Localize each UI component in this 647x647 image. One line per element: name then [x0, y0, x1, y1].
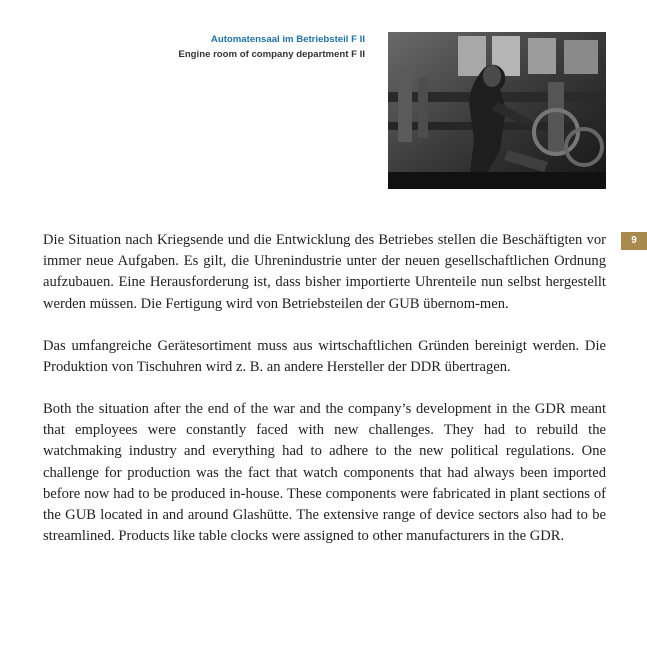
page-number-tab: 9	[621, 232, 647, 250]
caption-german: Automatensaal im Betriebsteil F II	[210, 34, 365, 45]
factory-photo	[388, 32, 606, 189]
english-paragraph-1: Both the situation after the end of the war and the company’s development in the GDR meant that employees were constantly faced with new challenges. They had to rebuild the watchmaking industry and everything had to adhere to the new political regulations. One challenge for production was the fact that watch components that had always been imported before now had to be produced in-house. These components were fabricated in plant sections of the GUB located in and around Glashütte. The extensive range of device sectors also had to be streamlined. Products like table clocks were assigned to other manufacturers in the GDR.	[43, 401, 606, 545]
german-paragraph-2: Das umfangreiche Gerätesortiment muss aus wirtschaftlichen Gründen bereinigt werden. Die Produktion von Tischuhren wird z. B. an andere Hersteller der DDR übertragen.	[43, 338, 606, 376]
caption-english: Engine room of company department F II	[178, 49, 365, 60]
photo-caption	[178, 32, 365, 62]
german-paragraph-1: Die Situation nach Kriegsende und die Entwicklung des Betriebes stellen die Beschäftigten vor immer neue Aufgaben. Es gilt, die Uhrenindustrie unter der neuen gesellschaftlichen Ordnung aufzubauen. Eine Herausforderung ist, dass bisher importierte Uhrenteile nun selbst hergestellt werden müssen. Die Fertigung wird von Betriebsteilen der GUB übernom-men.	[43, 232, 606, 312]
